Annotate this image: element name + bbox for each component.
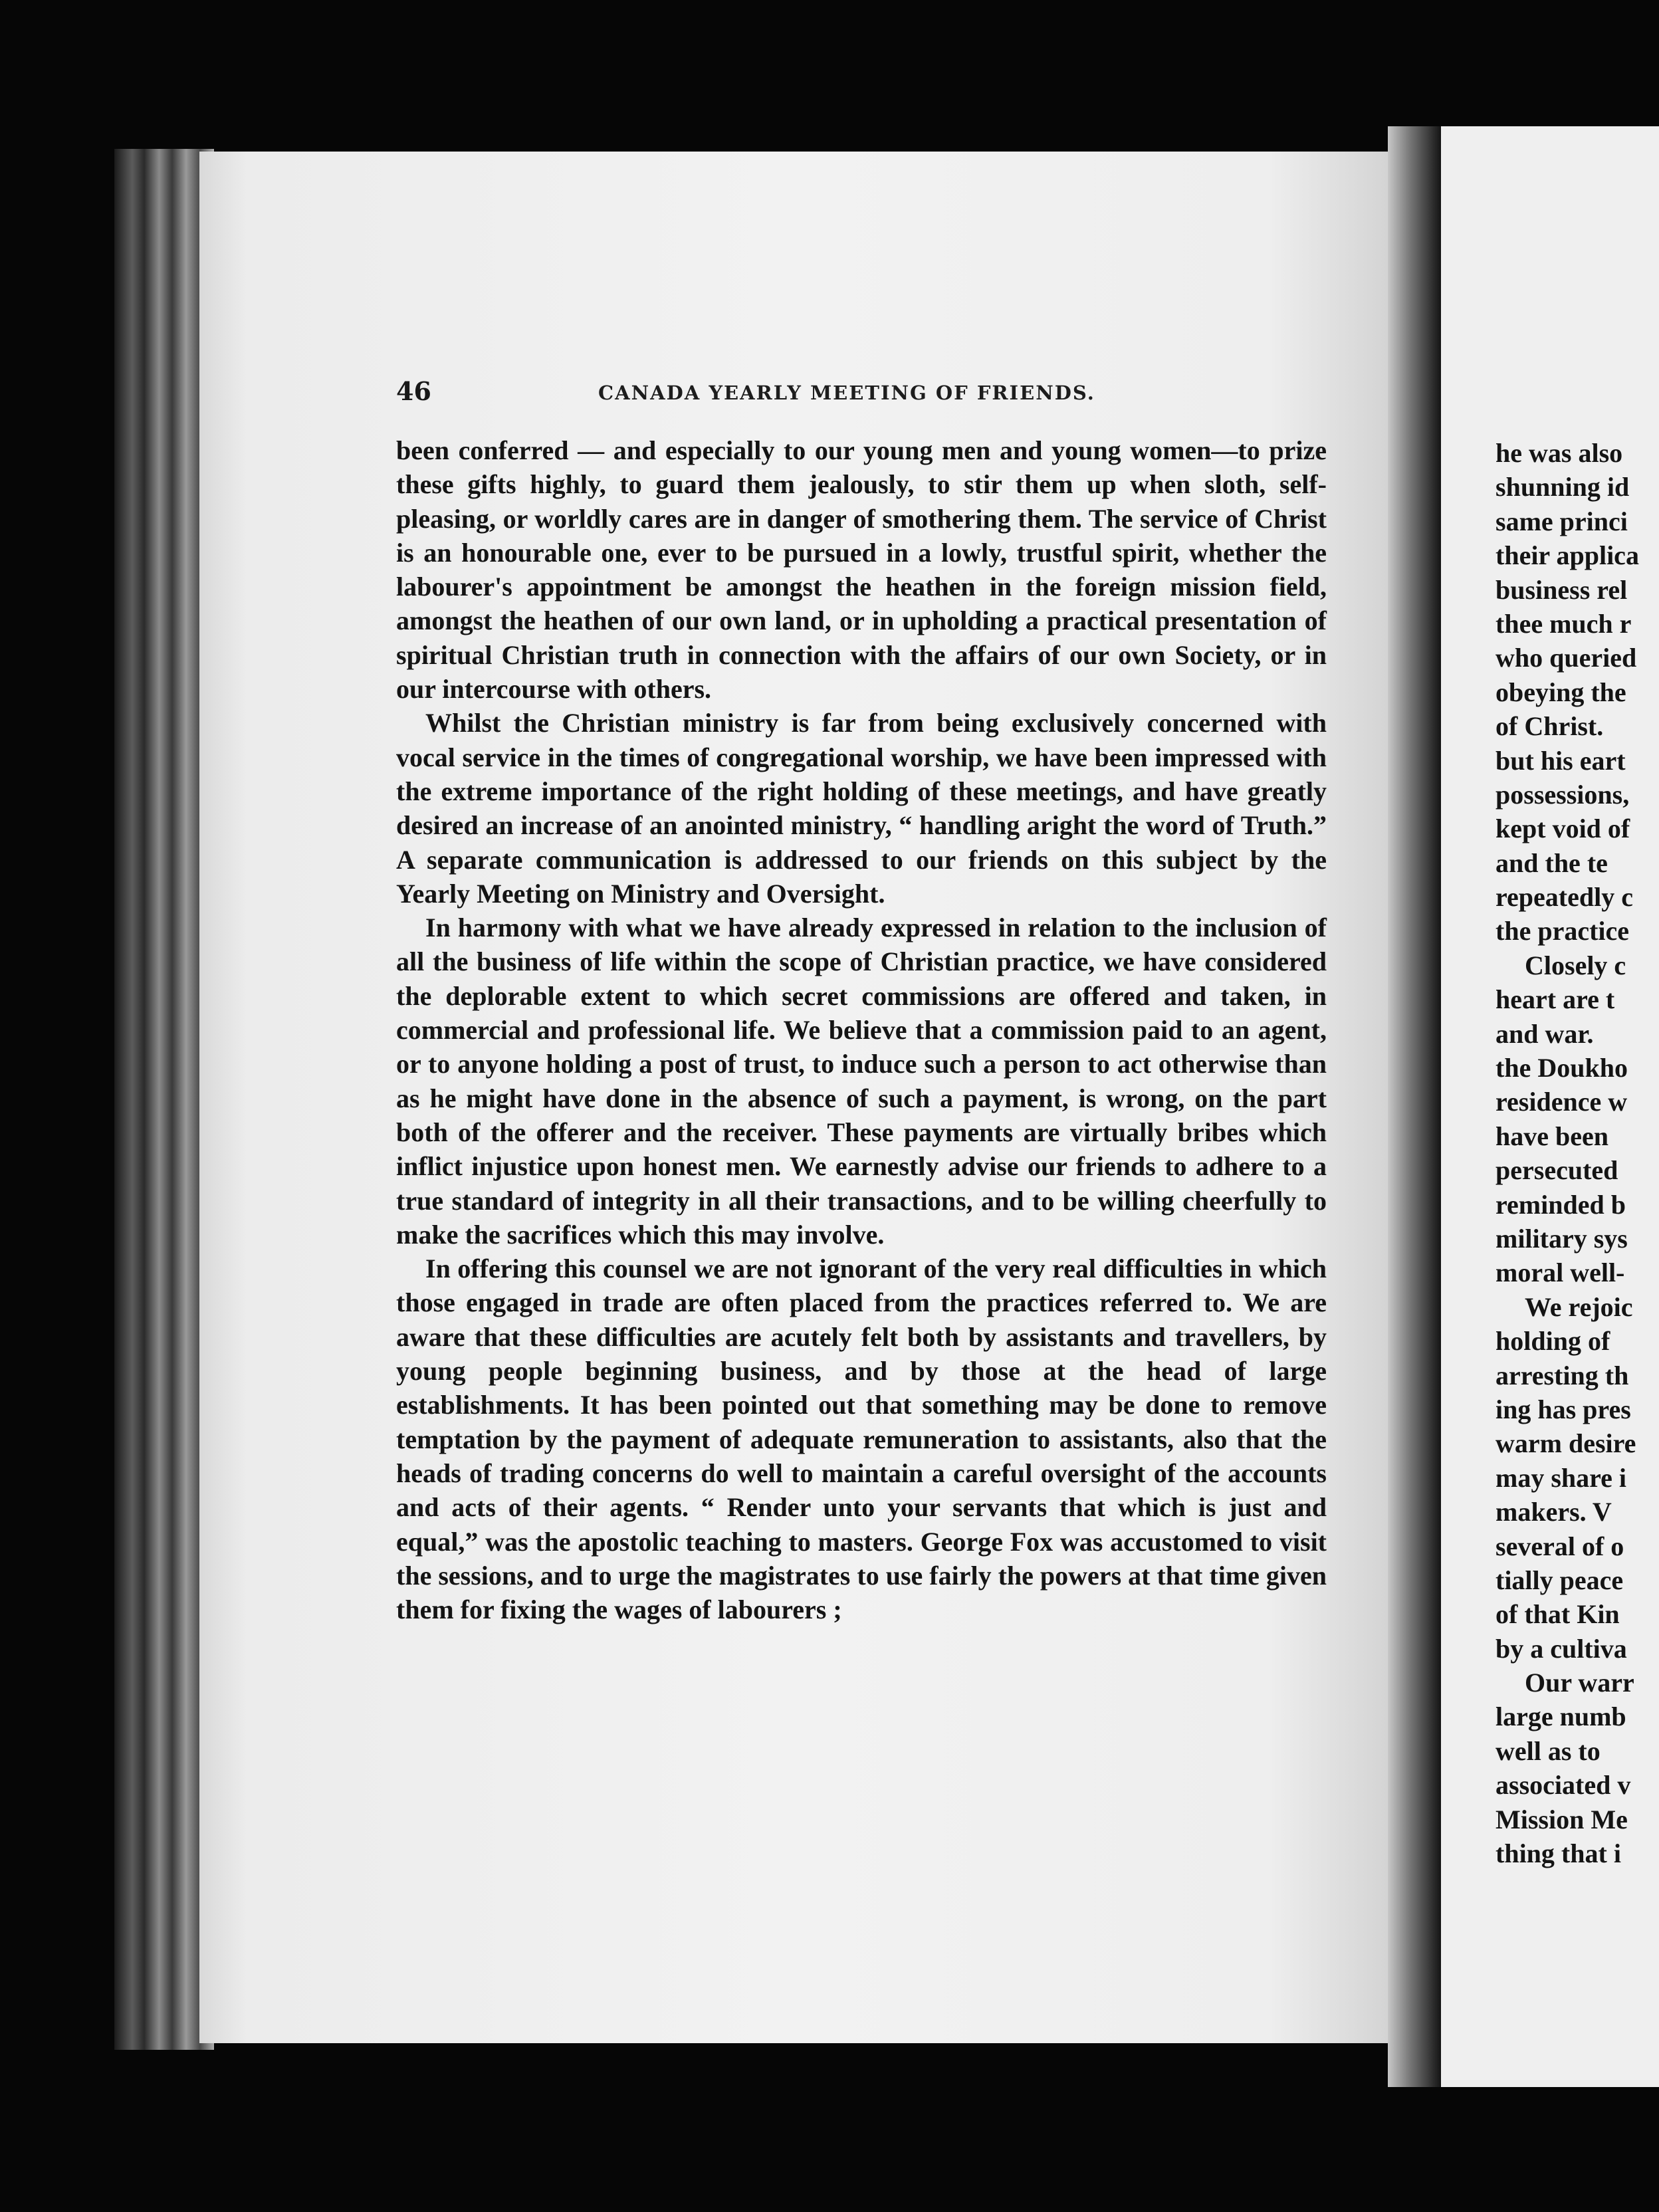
right-page-line: arresting th — [1495, 1360, 1629, 1390]
right-page-line: of Christ. — [1495, 711, 1604, 742]
paragraph-counsel: In offering this counsel we are not ignorant of the very real difficulties in which those engaged in trade are often placed from the practices referred to. We are aware that these difficulties are acutely felt both by assistants and travellers, by young people beginning business, and by those at the head of large establishments. It has been pointed out that something may be done to remove temptation by the payment of adequate remuneration to assistants, also that the heads of trading concerns do well to maintain a careful oversight of the accounts and acts of their agents. “ Render unto your servants that which is just and equal,” was the apostolic teaching to masters. George Fox was accustomed to visit the sessions, and to urge the magistrates to use fairly the powers at that time given them for fixing the wages of labourers ; — [396, 1254, 1327, 1625]
right-page-line: kept void of — [1495, 814, 1630, 844]
right-page-line: and the te — [1495, 847, 1608, 878]
paragraph-secret-commissions: In harmony with what we have already expressed in relation to the inclusion of all the business of life within the scope of Christian practice, we have considered the deplorable extent to which secret commissions are offered and taken, in commercial and professional life. We believe that a commission paid to an agent, or to anyone holding a post of trust, to induce such a person to act otherwise than as he might have done in the absence of such a payment, is wrong, on the part both of the offerer and the receiver. These payments are virtually bribes which inflict injustice upon honest men. We earnestly advise our friends to adhere to a true standard of integrity in all their transactions, and to be willing cheerfully to make the sacrifices which this may involve. — [396, 913, 1327, 1250]
running-title: CANADA YEARLY MEETING OF FRIENDS. — [598, 382, 1095, 404]
right-page-line: have been — [1495, 1121, 1608, 1151]
right-page-line: residence w — [1495, 1087, 1628, 1117]
right-page-line: large numb — [1495, 1702, 1626, 1732]
right-page-line: the practice — [1495, 916, 1630, 946]
right-page-line: associated v — [1495, 1770, 1631, 1801]
right-page-line: thing that i — [1495, 1838, 1621, 1869]
right-page-line: the Doukho — [1495, 1053, 1628, 1083]
right-page-line: well as to — [1495, 1735, 1601, 1766]
right-page-fragment — [1495, 436, 1659, 1870]
right-page-line: holding of — [1495, 1326, 1610, 1357]
right-page-line: Mission Me — [1495, 1804, 1628, 1834]
page-header — [396, 376, 1327, 413]
right-page-line: thee much r — [1495, 608, 1632, 639]
right-page-line: and war. — [1495, 1018, 1594, 1049]
right-page-line: but his eart — [1495, 745, 1626, 776]
right-page-line: business rel — [1495, 574, 1628, 605]
right-page-line: he was also — [1495, 438, 1623, 468]
right-page-line: their applica — [1495, 540, 1639, 571]
right-page-line: military sys — [1495, 1223, 1628, 1254]
right-page-line: of that Kin — [1495, 1599, 1620, 1630]
right-page-line: Our warr — [1525, 1668, 1634, 1698]
paragraph-ministry: Whilst the Christian ministry is far from being exclusively concerned with vocal service in the times of congregational worship, we have been impressed with the extreme importance of the right holding of these meetings, and have greatly desired an increase of an anointed ministry, “ handling aright the word of Truth.” A separate communication is addressed to our friends on this subject by the Yearly Meeting on Ministry and Oversight. — [396, 708, 1327, 909]
right-page-line: makers. V — [1495, 1497, 1612, 1527]
right-page-line: reminded b — [1495, 1189, 1626, 1220]
right-page-line: We rejoic — [1525, 1291, 1633, 1322]
right-page-line: repeatedly c — [1495, 882, 1633, 913]
right-page-line: ing has pres — [1495, 1394, 1631, 1424]
right-page-line: several of o — [1495, 1531, 1624, 1561]
left-page-body — [396, 433, 1327, 1626]
right-page-line: shunning id — [1495, 472, 1630, 502]
right-page-line: may share i — [1495, 1462, 1627, 1493]
right-page-line: who queried — [1495, 643, 1637, 673]
paragraph-continued: been conferred — and especially to our young men and young women—to prize these gifts highly, to guard them jealously, to stir them up when sloth, self-pleasing, or worldly cares are in danger of smothering them. The service of Christ is an honourable one, ever to be pursued in a lowly, trustful spirit, whether the labourer's appointment be amongst the heathen in the foreign mission field, amongst the heathen of our own land, or in upholding a practical presentation of spiritual Christian truth in connection with the affairs of our own Society, or in our intercourse with others. — [396, 435, 1327, 705]
right-page-line: obeying the — [1495, 677, 1626, 707]
right-page-line: persecuted — [1495, 1155, 1618, 1186]
right-page-line: possessions, — [1495, 779, 1630, 810]
right-page-line: heart are t — [1495, 984, 1615, 1015]
page-gutter — [1388, 126, 1441, 2087]
right-page-line: moral well- — [1495, 1258, 1625, 1288]
right-page-line: by a cultiva — [1495, 1633, 1627, 1664]
right-page-line: Closely c — [1525, 950, 1626, 980]
right-page-line: same princi — [1495, 506, 1628, 536]
page-number: 46 — [396, 376, 431, 406]
right-page-line: tially peace — [1495, 1565, 1624, 1595]
right-page-line: warm desire — [1495, 1428, 1636, 1459]
